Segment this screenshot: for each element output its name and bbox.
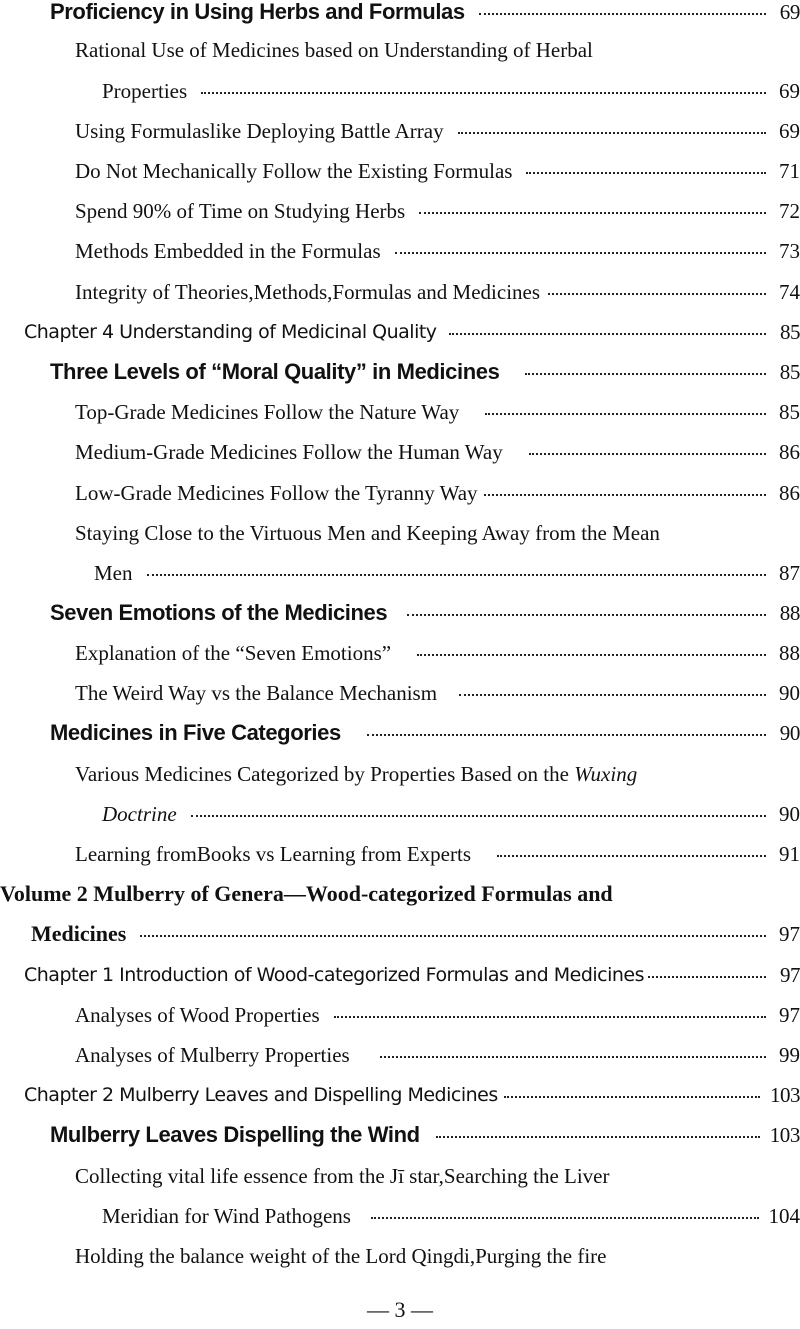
italic-term: Wuxing xyxy=(574,761,638,786)
dot-leader xyxy=(526,172,766,174)
toc-subsection[interactable] xyxy=(0,111,800,151)
dot-leader xyxy=(497,855,766,857)
toc-subsection[interactable] xyxy=(0,30,800,70)
toc-entry-title: Do Not Mechanically Follow the Existing Formulas xyxy=(75,158,513,183)
toc-subsection[interactable] xyxy=(0,673,800,713)
dot-leader xyxy=(334,1016,766,1018)
toc-entry-continuation: Men xyxy=(94,560,133,585)
toc-page-number: 90 xyxy=(779,720,800,745)
dot-leader xyxy=(479,13,766,15)
toc-page-number: 85 xyxy=(780,319,800,344)
toc-subsection[interactable] xyxy=(0,473,800,513)
toc-section[interactable] xyxy=(0,0,800,32)
toc-entry-continuation: Medicines xyxy=(31,921,127,946)
toc-section[interactable] xyxy=(0,352,800,392)
dot-leader xyxy=(407,614,766,616)
toc-entry-continuation: Meridian for Wind Pathogens xyxy=(102,1203,351,1228)
toc-page-number: 99 xyxy=(779,1042,800,1067)
toc-subsection[interactable] xyxy=(0,1156,800,1196)
toc-entry-title: Proficiency in Using Herbs and Formulas xyxy=(50,0,465,24)
toc-entry-title: Chapter 1 Introduction of Wood-categorized Formulas and Medicines xyxy=(24,964,645,986)
toc-entry-title: Chapter 2 Mulberry Leaves and Dispelling Medicines xyxy=(24,1084,498,1106)
toc-page-number: 90 xyxy=(779,801,800,826)
dot-leader xyxy=(504,1096,760,1098)
toc-page-number: 72 xyxy=(779,198,800,223)
toc-subsection[interactable] xyxy=(0,1035,800,1075)
dot-leader xyxy=(484,494,766,496)
toc-page-number: 97 xyxy=(780,962,800,987)
toc-entry-title: Medium-Grade Medicines Follow the Human Way xyxy=(75,439,503,464)
toc-page-number: 88 xyxy=(779,640,800,665)
toc-entry-title: Staying Close to the Virtuous Men and Keeping Away from the Mean xyxy=(75,520,660,545)
toc-entry-title: Low-Grade Medicines Follow the Tyranny Way xyxy=(75,480,478,505)
toc-entry-title: Three Levels of “Moral Quality” in Medicines xyxy=(50,359,500,384)
toc-entry-title: Analyses of Wood Properties xyxy=(75,1002,320,1027)
toc-subsection-continuation[interactable] xyxy=(0,794,800,834)
toc-subsection[interactable] xyxy=(0,191,800,231)
dot-leader xyxy=(529,453,766,455)
page-number-footer: — 3 — xyxy=(367,1297,433,1322)
toc-subsection[interactable] xyxy=(0,272,800,312)
toc-page-number: 71 xyxy=(779,158,800,183)
toc-page-number: 73 xyxy=(779,238,800,263)
toc-section[interactable] xyxy=(0,1115,800,1155)
toc-chapter[interactable] xyxy=(0,1075,800,1115)
toc-page-number: 88 xyxy=(779,600,800,625)
toc-entry-title: Methods Embedded in the Formulas xyxy=(75,238,381,263)
toc-entry-title: Integrity of Theories,Methods,Formulas and Medicines xyxy=(75,279,541,304)
toc-subsection[interactable] xyxy=(0,1236,800,1276)
dot-leader xyxy=(485,413,766,415)
toc-subsection[interactable] xyxy=(0,231,800,271)
toc-entry-title: Analyses of Mulberry Properties xyxy=(75,1042,350,1067)
toc-page-number: 97 xyxy=(779,1002,800,1027)
dot-leader xyxy=(191,815,766,817)
toc-page-number: 104 xyxy=(768,1203,800,1228)
toc-page-number: 103 xyxy=(770,1082,800,1107)
dot-leader xyxy=(436,1136,760,1138)
toc-page-number: 85 xyxy=(779,359,800,384)
toc-page-number: 69 xyxy=(779,0,800,24)
toc-page-number: 90 xyxy=(779,680,800,705)
toc-page-number: 86 xyxy=(779,439,800,464)
dot-leader xyxy=(449,333,766,335)
dot-leader xyxy=(419,212,766,214)
toc-subsection[interactable] xyxy=(0,834,800,874)
toc-section[interactable] xyxy=(0,593,800,633)
dot-leader xyxy=(140,935,766,937)
toc-subsection[interactable] xyxy=(0,151,800,191)
toc-page-number: 85 xyxy=(779,399,800,424)
toc-subsection-continuation[interactable] xyxy=(0,71,800,111)
toc-entry-continuation: Properties xyxy=(102,78,188,103)
toc-subsection[interactable] xyxy=(0,432,800,472)
toc-entry-title: Seven Emotions of the Medicines xyxy=(50,600,388,625)
toc-subsection[interactable] xyxy=(0,513,800,553)
toc-entry-title: Chapter 4 Understanding of Medicinal Quality xyxy=(24,321,437,343)
toc-entry-title: Rational Use of Medicines based on Understanding of Herbal xyxy=(75,37,593,62)
toc-page-number: 97 xyxy=(779,921,800,946)
toc-entry-title: Spend 90% of Time on Studying Herbs xyxy=(75,198,406,223)
dot-leader xyxy=(525,373,766,375)
toc-entry-title: The Weird Way vs the Balance Mechanism xyxy=(75,680,438,705)
toc-entry-title: Various Medicines Categorized by Properties Based on the Wuxing xyxy=(75,761,638,786)
toc-entry-title: Top-Grade Medicines Follow the Nature Way xyxy=(75,399,460,424)
toc-page-number: 103 xyxy=(769,1122,800,1147)
toc-entry-title: Holding the balance weight of the Lord Qingdi,Purging the fire xyxy=(75,1243,607,1268)
toc-entry-title: Collecting vital life essence from the Jī star,Searching the Liver xyxy=(75,1163,610,1188)
toc-entry-title: Learning fromBooks vs Learning from Experts xyxy=(75,841,471,866)
toc-entry-title: Medicines in Five Categories xyxy=(50,720,341,745)
toc-section[interactable] xyxy=(0,713,800,753)
toc-volume[interactable] xyxy=(0,874,800,914)
toc-subsection[interactable] xyxy=(0,392,800,432)
dot-leader xyxy=(395,252,766,254)
toc-entry-title: Volume 2 Mulberry of Genera—Wood-categorized Formulas and xyxy=(0,881,613,906)
dot-leader xyxy=(458,132,766,134)
toc-page-number: 74 xyxy=(779,279,800,304)
toc-page-number: 69 xyxy=(779,118,800,143)
dot-leader xyxy=(648,976,766,978)
dot-leader xyxy=(548,293,766,295)
toc-entry-continuation: Doctrine xyxy=(102,801,177,826)
toc-entry-title: Using Formulaslike Deploying Battle Array xyxy=(75,118,444,143)
toc-volume-continuation[interactable] xyxy=(0,914,800,954)
toc-page-number: 87 xyxy=(779,560,800,585)
toc-chapter[interactable] xyxy=(0,312,800,352)
dot-leader xyxy=(371,1217,759,1219)
dot-leader xyxy=(147,574,767,576)
toc-subsection[interactable] xyxy=(0,754,800,794)
dot-leader xyxy=(201,92,766,94)
toc-entry-title: Mulberry Leaves Dispelling the Wind xyxy=(50,1122,420,1147)
toc-page-number: 91 xyxy=(779,841,800,866)
dot-leader xyxy=(367,734,766,736)
toc-page-number: 69 xyxy=(779,78,800,103)
toc-subsection-continuation[interactable] xyxy=(0,1196,800,1236)
dot-leader xyxy=(380,1056,766,1058)
dot-leader xyxy=(459,694,766,696)
toc-subsection[interactable] xyxy=(0,633,800,673)
toc-chapter[interactable] xyxy=(0,955,800,995)
toc-entry-title: Explanation of the “Seven Emotions” xyxy=(75,640,392,665)
toc-subsection[interactable] xyxy=(0,995,800,1035)
dot-leader xyxy=(417,654,766,656)
toc-page-number: 86 xyxy=(779,480,800,505)
toc-subsection-continuation[interactable] xyxy=(0,553,800,593)
